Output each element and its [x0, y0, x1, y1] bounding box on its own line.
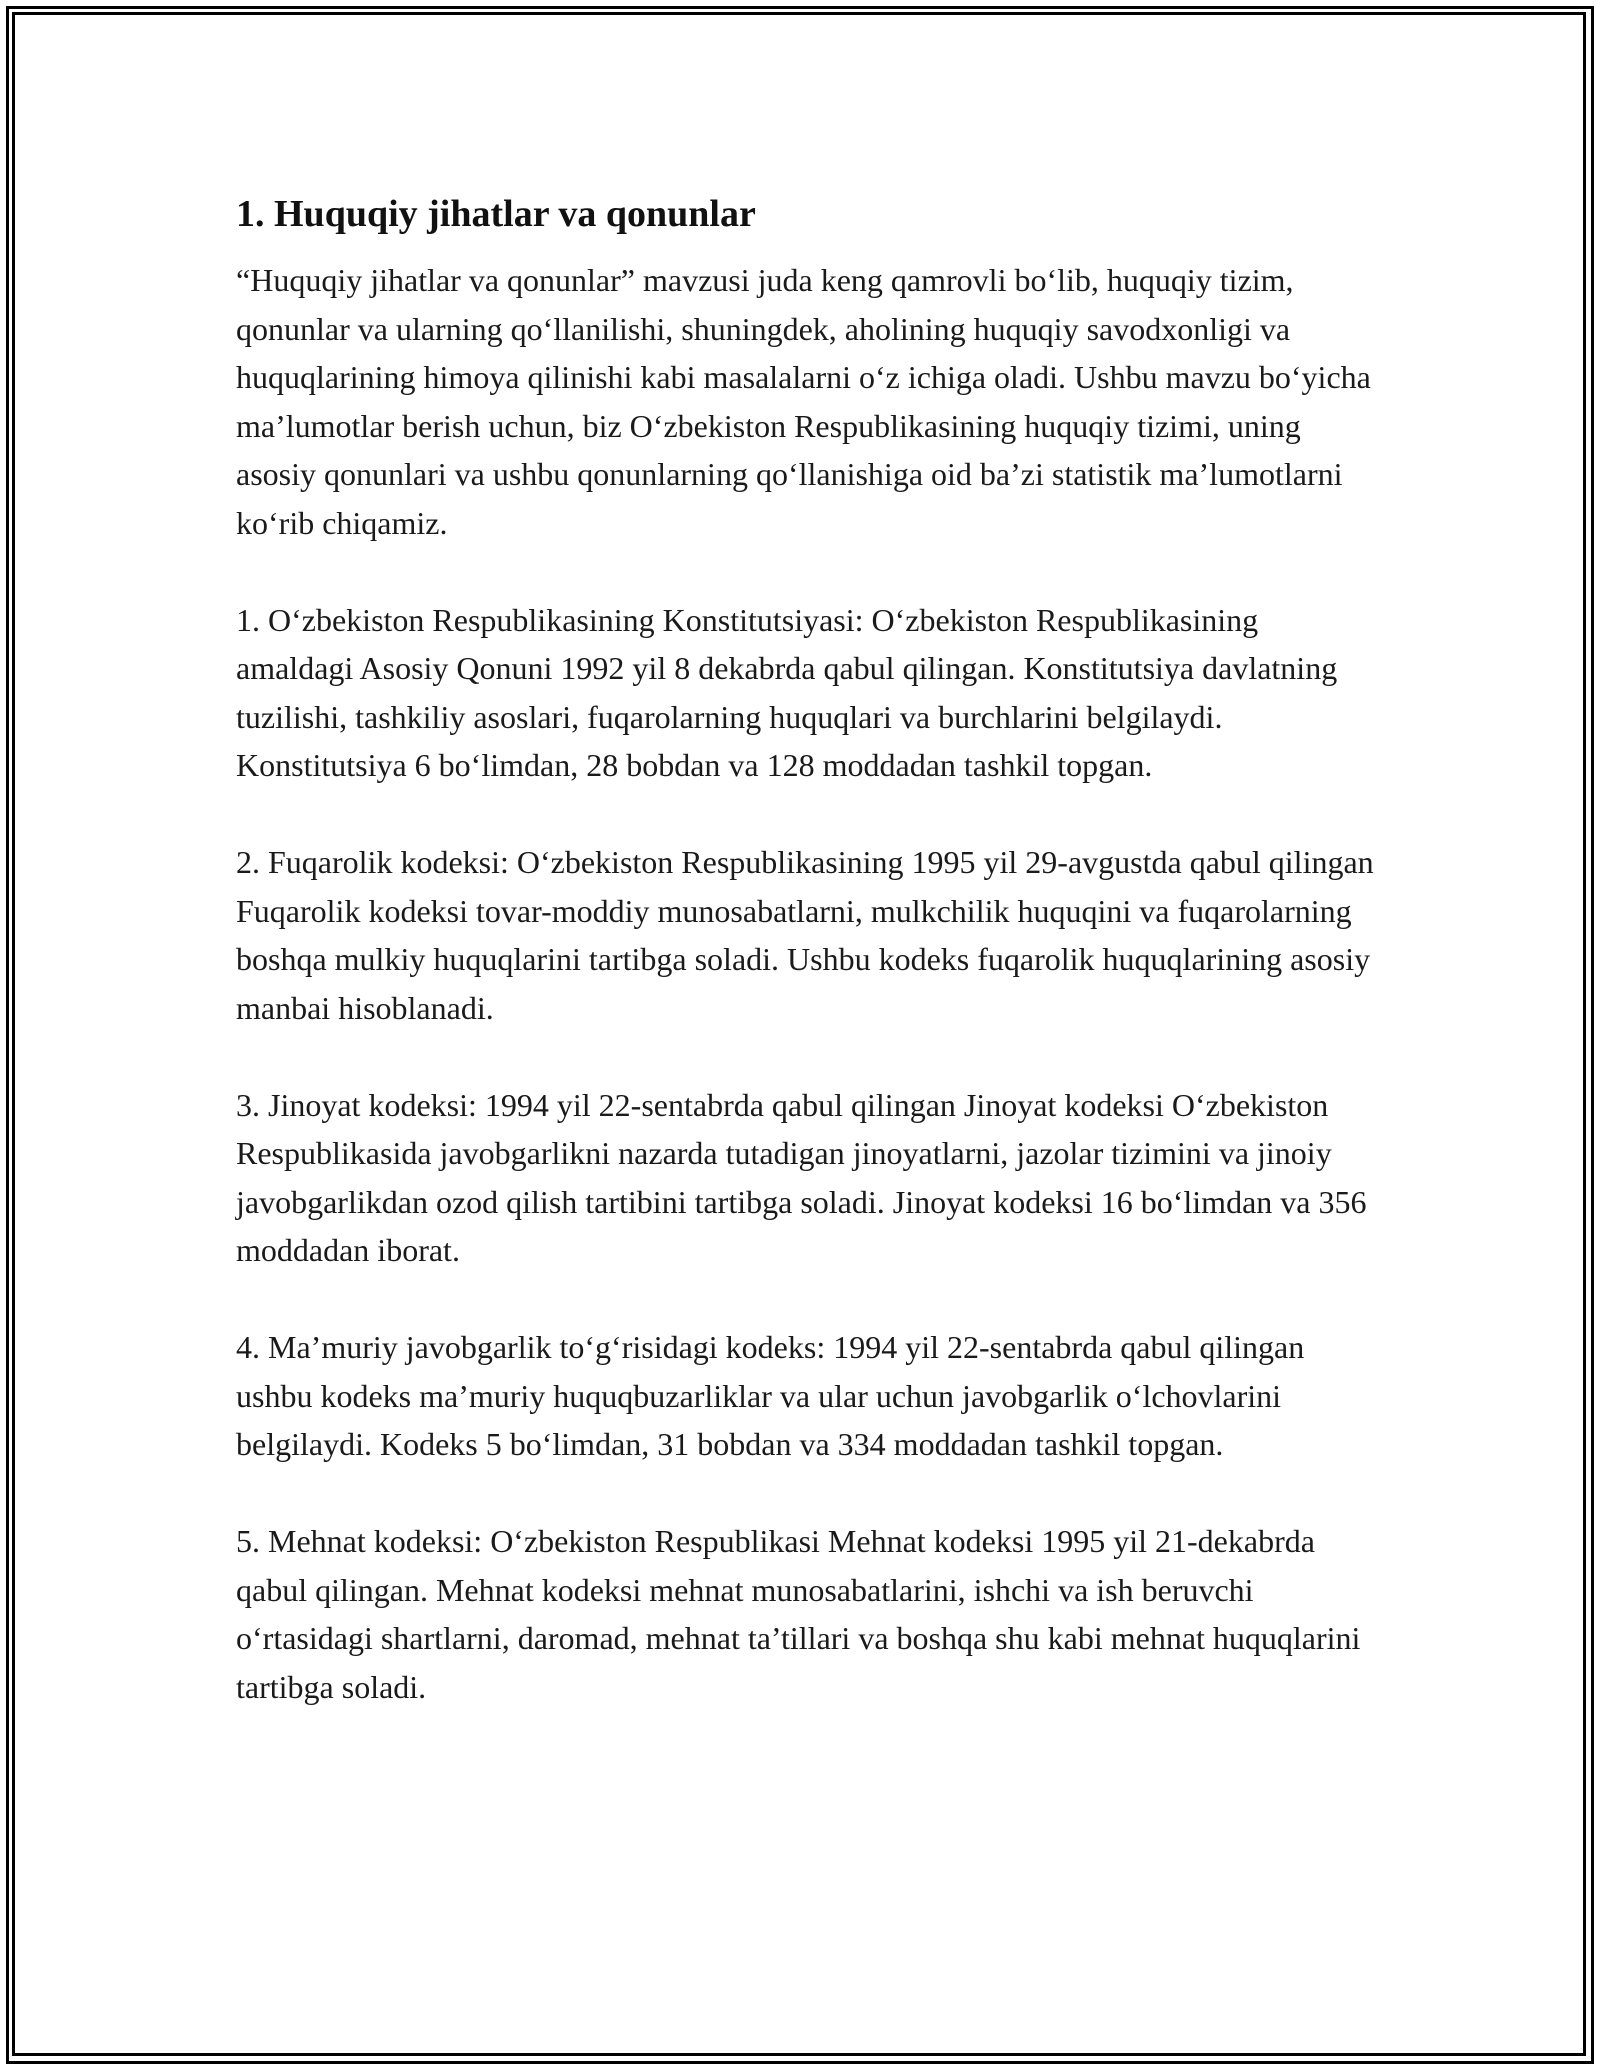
document-body: [236, 188, 1376, 1760]
paragraph-labor-code: 5. Mehnat kodeksi: O‘zbekiston Respublikasi Mehnat kodeksi 1995 yil 21-dekabrda qabul qilingan. Mehnat kodeksi mehnat munosabatlarini, ishchi va ish beruvchi o‘rtasidagi shartlarni, daromad, mehnat ta’tillari va boshqa shu kabi mehnat huquqlarini tartibga soladi.: [236, 1523, 1361, 1705]
paragraph-criminal-code: 3. Jinoyat kodeksi: 1994 yil 22-sentabrda qabul qilingan Jinoyat kodeksi O‘zbekiston Respublikasida javobgarlikni nazarda tutadigan jinoyatlarni, jazolar tizimini va jinoiy javobgarlikdan ozod qilish tartibini tartibga soladi. Jinoyat kodeksi 16 bo‘limdan va 356 moddadan iborat.: [236, 1086, 1367, 1268]
paragraph-constitution: 1. O‘zbekiston Respublikasining Konstitutsiyasi: O‘zbekiston Respublikasining amaldagi Asosiy Qonuni 1992 yil 8 dekabrda qabul qilingan. Konstitutsiya davlatning tuzilishi, tashkiliy asoslari, fuqarolarning huquqlari va burchlarini belgilaydi. Konstitutsiya 6 bo‘limdan, 28 bobdan va 128 moddadan tashkil topgan.: [236, 601, 1338, 783]
paragraph-administrative-code: 4. Ma’muriy javobgarlik to‘g‘risidagi kodeks: 1994 yil 22-sentabrda qabul qilingan ushbu kodeks ma’muriy huquqbuzarliklar va ular uchun javobgarlik o‘lchovlarini belgilaydi. Kodeks 5 bo‘limdan, 31 bobdan va 334 moddadan tashkil topgan.: [236, 1329, 1305, 1462]
paragraph-civil-code: 2. Fuqarolik kodeksi: O‘zbekiston Respublikasining 1995 yil 29-avgustda qabul qilingan Fuqarolik kodeksi tovar-moddiy munosabatlarni, mulkchilik huquqini va fuqarolarning boshqa mulkiy huquqlarini tartibga soladi. Ushbu kodeks fuqarolik huquqlarining asosiy manbai hisoblanadi.: [236, 844, 1374, 1026]
intro-paragraph: “Huquqiy jihatlar va qonunlar” mavzusi juda keng qamrovli bo‘lib, huquqiy tizim, qonunlar va ularning qo‘llanilishi, shuningdek, aholining huquqiy savodxonligi va huquqlarining himoya qilinishi kabi masalalarni o‘z ichiga oladi. Ushbu mavzu bo‘yicha ma’lumotlar berish uchun, biz O‘zbekiston Respublikasining huquqiy tizimi, uning asosiy qonunlari va ushbu qonunlarning qo‘llanishiga oid ba’zi statistik ma’lumotlarni ko‘rib chiqamiz.: [236, 262, 1371, 541]
section-heading: 1. Huquqiy jihatlar va qonunlar: [236, 193, 756, 235]
